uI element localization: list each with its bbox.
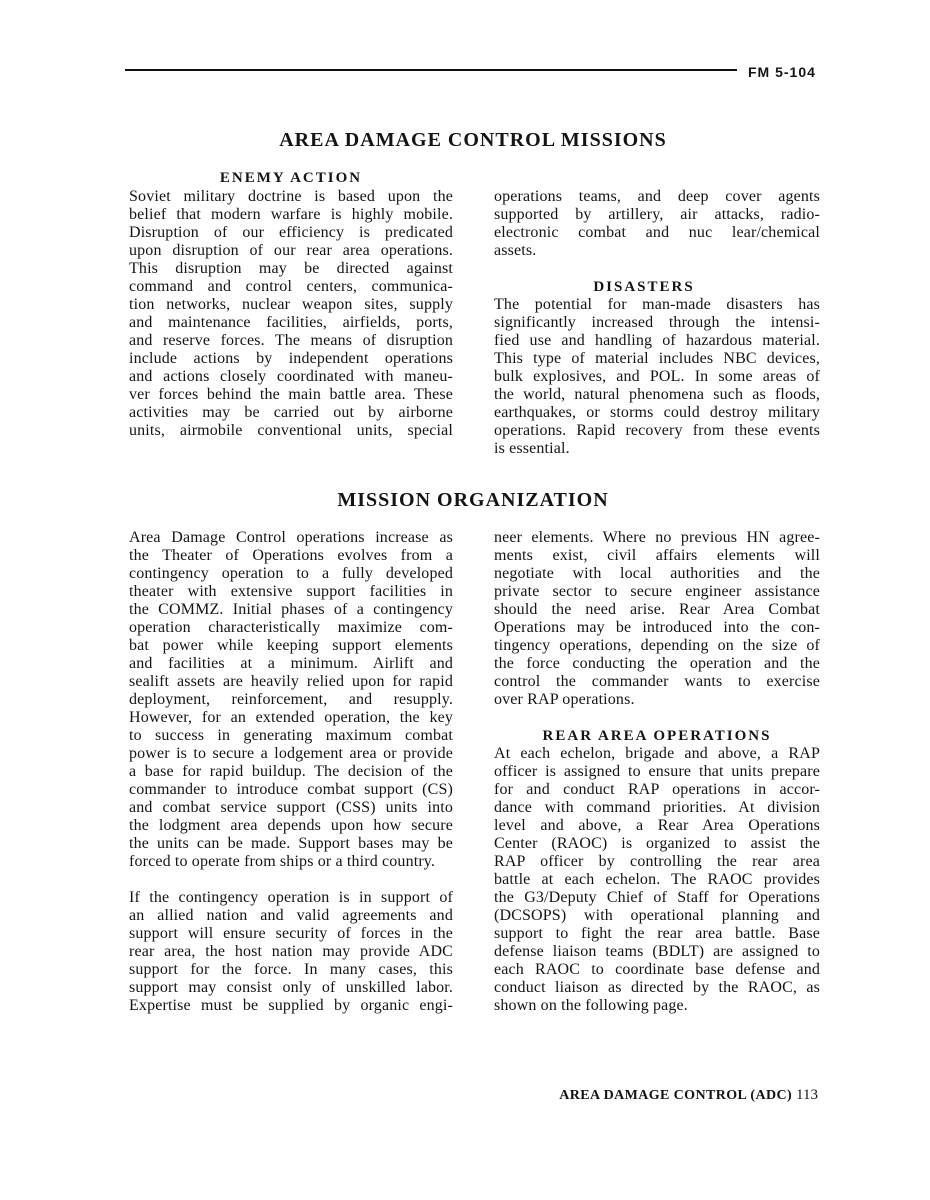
text-line: electronic combat and nuc lear/chemical — [494, 224, 820, 241]
text-line: deployment, reinforcement, and resupply. — [129, 691, 453, 708]
text-line: an allied nation and valid agreements and — [129, 907, 453, 924]
text-line: assets. — [494, 242, 537, 259]
text-line: and maintenance facilities, airfields, ports, — [129, 314, 453, 331]
text-line: rear area, the host nation may provide ADC — [129, 943, 453, 960]
heading-disasters: DISASTERS — [593, 279, 695, 295]
text-line: support to fight the rear area battle. Base — [494, 925, 820, 942]
paragraph — [494, 745, 820, 1015]
text-line: (DCSOPS) with operational planning and — [494, 907, 820, 924]
text-line: units, airmobile conventional units, special — [129, 422, 453, 439]
text-line: the force conducting the operation and the — [494, 655, 820, 672]
text-line: theater with extensive support facilities in — [129, 583, 453, 600]
text-line: level and above, a Rear Area Operations — [494, 817, 820, 834]
text-line: the Theater of Operations evolves from a — [129, 547, 453, 564]
text-line: defense liaison teams (BDLT) are assigned to — [494, 943, 820, 960]
text-line: each RAOC to coordinate base defense and — [494, 961, 820, 978]
paragraph — [129, 529, 453, 871]
text-line: the lodgment area depends upon how secure — [129, 817, 453, 834]
paragraph — [494, 296, 820, 458]
text-line: tingency operations, depending on the size of — [494, 637, 820, 654]
text-line: Soviet military doctrine is based upon the — [129, 188, 453, 205]
paragraph — [494, 529, 820, 709]
text-line: bat power while keeping support elements — [129, 637, 453, 654]
organization-left-text — [129, 529, 453, 1015]
heading-enemy-action: ENEMY ACTION — [219, 170, 363, 186]
text-line: ver forces behind the main battle area. These — [129, 386, 453, 403]
text-line: a base for rapid buildup. The decision of the — [129, 763, 453, 780]
text-line: neer elements. Where no previous HN agree- — [494, 529, 820, 546]
text-line: private sector to secure engineer assistance — [494, 583, 820, 600]
text-line: Operations may be introduced into the con- — [494, 619, 820, 636]
text-line: If the contingency operation is in support of — [129, 889, 453, 906]
text-line: and actions closely coordinated with maneu- — [129, 368, 453, 385]
text-line: significantly increased through the intensi- — [494, 314, 820, 331]
document-number: FM 5-104 — [748, 64, 816, 80]
text-line: and facilities at a minimum. Airlift and — [129, 655, 453, 672]
text-line: supported by artillery, air attacks, radio- — [494, 206, 820, 223]
text-line: earthquakes, or storms could destroy military — [494, 404, 820, 421]
section-title-missions: AREA DAMAGE CONTROL MISSIONS — [279, 129, 667, 151]
text-line: negotiate with local authorities and the — [494, 565, 820, 582]
text-line: tion networks, nuclear weapon sites, supply — [129, 296, 453, 313]
text-line: support will ensure security of forces in the — [129, 925, 453, 942]
text-line: This type of material includes NBC devices, — [494, 350, 820, 367]
text-line: shown on the following page. — [494, 997, 688, 1014]
text-line: operations. Rapid recovery from these events — [494, 422, 820, 439]
text-line: for and conduct RAP operations in accor- — [494, 781, 820, 798]
text-line: to success in generating maximum combat — [129, 727, 453, 744]
text-line: is essential. — [494, 440, 570, 457]
text-line: battle at each echelon. The RAOC provides — [494, 871, 820, 888]
text-line: conduct liaison as directed by the RAOC, as — [494, 979, 820, 996]
enemy-action-continued-text — [494, 188, 820, 260]
enemy-action-text — [129, 188, 453, 440]
text-line: include actions by independent operations — [129, 350, 453, 367]
text-line: RAP officer by controlling the rear area — [494, 853, 820, 870]
text-line: At each echelon, brigade and above, a RAP — [494, 745, 820, 762]
text-line: should the need arise. Rear Area Combat — [494, 601, 820, 618]
text-line: commander to introduce combat support (CS) — [129, 781, 453, 798]
paragraph — [129, 889, 453, 1015]
text-line: bulk explosives, and POL. In some areas of — [494, 368, 820, 385]
organization-right-text — [494, 529, 820, 709]
text-line: the world, natural phenomena such as floods, — [494, 386, 820, 403]
text-line: command and control centers, communica- — [129, 278, 453, 295]
text-line: officer is assigned to ensure that units prepare — [494, 763, 820, 780]
text-line: the units can be made. Support bases may be — [129, 835, 453, 852]
text-line: sealift assets are heavily relied upon for rapid — [129, 673, 453, 690]
header-rule — [125, 69, 737, 71]
paragraph — [129, 188, 453, 440]
text-line: dance with command priorities. At division — [494, 799, 820, 816]
text-line: ments exist, civil affairs elements will — [494, 547, 820, 564]
page-footer — [400, 1086, 818, 1105]
text-line: and reserve forces. The means of disruption — [129, 332, 453, 349]
text-line: support may consist only of unskilled labor. — [129, 979, 453, 996]
text-line: The potential for man-made disasters has — [494, 296, 820, 313]
text-line: forced to operate from ships or a third country. — [129, 853, 436, 870]
text-line: This disruption may be directed against — [129, 260, 453, 277]
text-line: and combat service support (CSS) units into — [129, 799, 453, 816]
text-line: Center (RAOC) is organized to assist the — [494, 835, 820, 852]
text-line: support for the force. In many cases, this — [129, 961, 453, 978]
paragraph — [494, 188, 820, 260]
rear-area-operations-text — [494, 745, 820, 1015]
text-line: activities may be carried out by airborne — [129, 404, 453, 421]
text-line: the G3/Deputy Chief of Staff for Operations — [494, 889, 820, 906]
footer-running-title: AREA DAMAGE CONTROL (ADC) — [559, 1088, 793, 1103]
text-line: power is to secure a lodgement area or provide — [129, 745, 453, 762]
text-line: operations teams, and deep cover agents — [494, 188, 820, 205]
text-line: However, for an extended operation, the key — [129, 709, 453, 726]
text-line: Disruption of our efficiency is predicated — [129, 224, 453, 241]
text-line: over RAP operations. — [494, 691, 635, 708]
disasters-text — [494, 296, 820, 458]
text-line: control the commander wants to exercise — [494, 673, 820, 690]
text-line: upon disruption of our rear area operations. — [129, 242, 453, 259]
text-line: contingency operation to a fully developed — [129, 565, 453, 582]
section-title-organization: MISSION ORGANIZATION — [337, 489, 609, 511]
text-line: Area Damage Control operations increase as — [129, 529, 453, 546]
heading-rear-area-operations: REAR AREA OPERATIONS — [542, 728, 772, 744]
text-line: belief that modern warfare is highly mobile. — [129, 206, 453, 223]
text-line: operation characteristically maximize com- — [129, 619, 453, 636]
text-line: the COMMZ. Initial phases of a contingency — [129, 601, 453, 618]
text-line: Expertise must be supplied by organic engi- — [129, 997, 453, 1014]
text-line: fied use and handling of hazardous material. — [494, 332, 820, 349]
page-number: 113 — [796, 1087, 818, 1103]
